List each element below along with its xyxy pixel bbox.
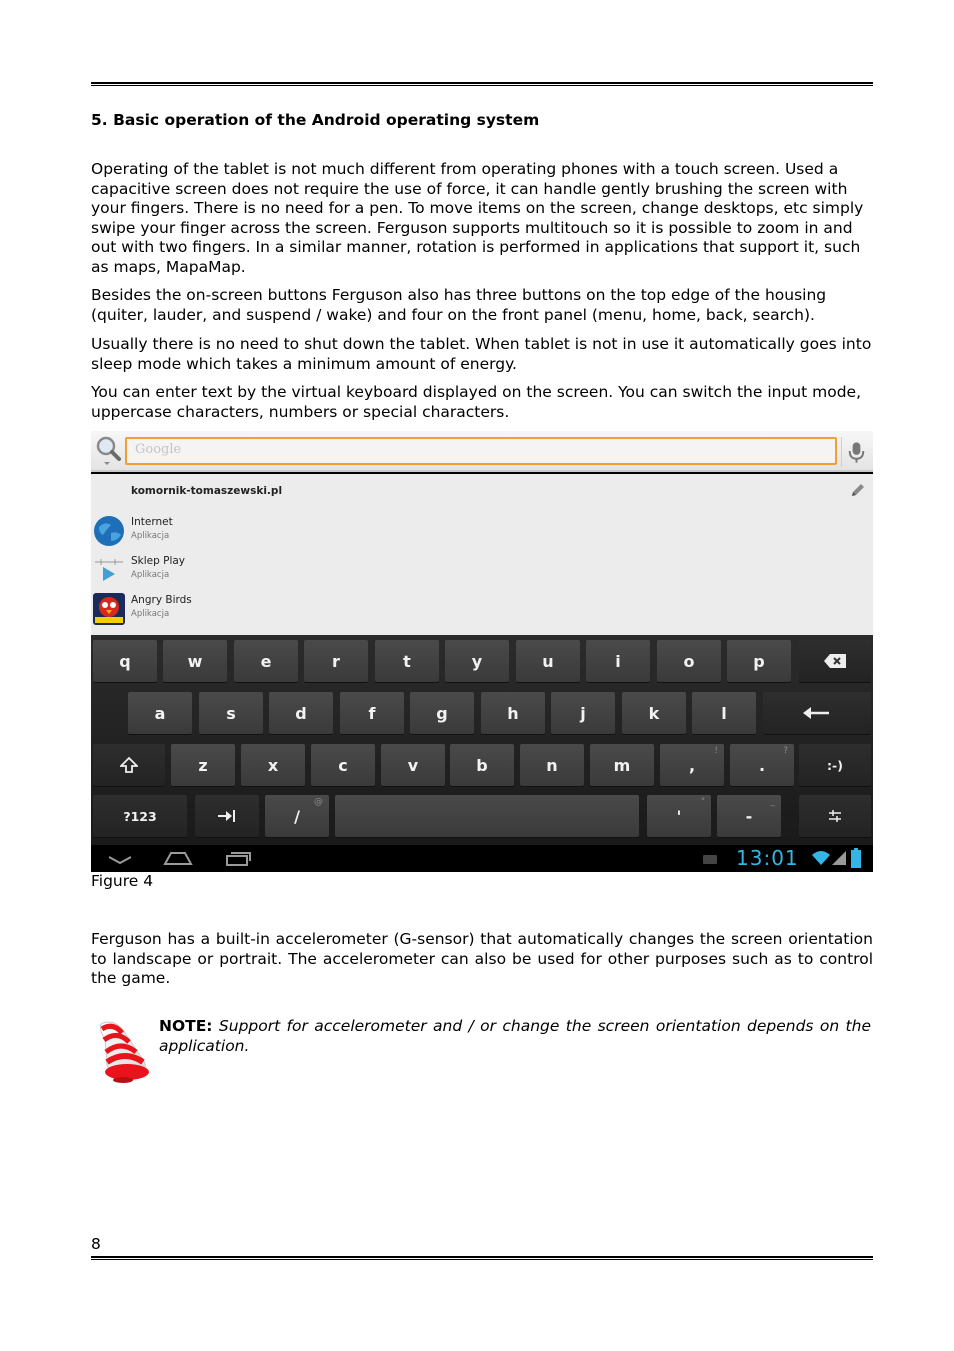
paragraph-3: Usually there is no need to shut down the tablet. When tablet is not in use it automatically goes into sleep mode which takes a minimum amount of energy. [91, 335, 872, 373]
wifi-icon [811, 849, 831, 867]
key-x[interactable]: x [241, 744, 305, 786]
shift-icon [120, 757, 138, 773]
key-p[interactable]: p [727, 640, 791, 682]
search-placeholder: Google [135, 442, 182, 457]
app-name: Internet [131, 516, 173, 528]
key-apostrophe[interactable] [647, 795, 711, 837]
key-i[interactable]: i [586, 640, 650, 682]
enter-icon [803, 706, 831, 720]
key-s[interactable]: s [199, 692, 263, 734]
key-label: - [745, 806, 753, 826]
tab-key[interactable] [195, 795, 259, 837]
key-c[interactable]: c [311, 744, 375, 786]
key-label: / [294, 806, 300, 826]
battery-icon [851, 848, 861, 868]
key-a[interactable]: a [128, 692, 192, 734]
key-t[interactable]: t [375, 640, 439, 682]
top-rule [91, 82, 873, 84]
backspace-key[interactable] [799, 640, 871, 682]
recent-apps-icon[interactable] [225, 850, 253, 866]
accelerometer-paragraph: Ferguson has a built-in accelerometer (G-sensor) that automatically changes the screen orientation to landscape or portrait. The accelerometer can also be used for other purposes such as to control the game. [91, 930, 873, 988]
back-icon[interactable] [107, 851, 133, 867]
key-label: , [688, 755, 696, 775]
key-g[interactable]: g [410, 692, 474, 734]
bottom-rule [91, 1256, 873, 1258]
app-name: Angry Birds [131, 594, 192, 606]
key-j[interactable]: j [551, 692, 615, 734]
backspace-icon [824, 654, 846, 668]
key-comma[interactable] [660, 744, 724, 786]
section-heading: 5. Basic operation of the Android operating system [91, 111, 540, 129]
home-icon[interactable] [163, 850, 193, 866]
play-store-icon [93, 554, 125, 586]
virtual-keyboard [91, 635, 873, 845]
note-body: Support for accelerometer and / or change the screen orientation depends on the application. [159, 1017, 871, 1055]
key-slash[interactable] [265, 795, 329, 837]
key-label: . [758, 755, 766, 775]
system-navbar [91, 845, 873, 872]
globe-icon [93, 515, 125, 547]
page-number: 8 [91, 1235, 101, 1253]
settings-key[interactable] [799, 795, 871, 837]
key-o[interactable]: o [657, 640, 721, 682]
key-l[interactable]: l [692, 692, 756, 734]
search-suggestions [91, 474, 873, 635]
bell-icon [93, 1016, 155, 1084]
key-hint: _ [770, 797, 775, 807]
paragraph-4: You can enter text by the virtual keyboard displayed on the screen. You can switch the input mode, uppercase characters, numbers or special characters. [91, 383, 861, 421]
symbols-key[interactable]: ?123 [93, 795, 187, 837]
suggestion-angry-birds[interactable] [91, 591, 391, 627]
search-icon[interactable] [95, 435, 121, 465]
space-key[interactable] [335, 795, 639, 837]
key-u[interactable]: u [516, 640, 580, 682]
paragraph-1: Operating of the tablet is not much different from operating phones with a touch screen. Used a capacitive screen does not require the use of force, it can handle gently brushing the screen with your fingers. There is no need for a pen. To move items on the screen, change desktops, etc simply swipe your finger across the screen. Ferguson supports multitouch so it is possible to zoom in and out with two fingers. In a similar manner, rotation is performed in applications that support it, such as maps, MapaMap. [91, 160, 864, 276]
key-e[interactable]: e [234, 640, 298, 682]
suggestion-internet[interactable] [91, 513, 391, 549]
app-type: Aplikacja [131, 531, 170, 541]
key-f[interactable]: f [340, 692, 404, 734]
signal-icon [831, 850, 847, 866]
key-q[interactable]: q [93, 640, 157, 682]
status-clock: 13:01 [736, 846, 799, 870]
key-r[interactable]: r [304, 640, 368, 682]
note-text [159, 1017, 871, 1056]
sliders-icon [828, 809, 842, 823]
key-k[interactable]: k [622, 692, 686, 734]
key-z[interactable]: z [171, 744, 235, 786]
paragraph-2: Besides the on-screen buttons Ferguson also has three buttons on the top edge of the housing (quiter, lauder, and suspend / wake) and four on the front panel (menu, home, back, search). [91, 286, 827, 324]
key-h[interactable]: h [481, 692, 545, 734]
key-period[interactable] [730, 744, 794, 786]
key-b[interactable]: b [450, 744, 514, 786]
key-label: ' [676, 806, 682, 826]
pencil-icon[interactable] [849, 483, 865, 499]
key-hint: " [700, 797, 705, 807]
key-hint: @ [314, 797, 323, 807]
key-hint: ? [783, 746, 788, 756]
microphone-icon[interactable] [841, 437, 871, 467]
note-label: NOTE: [159, 1017, 213, 1035]
key-n[interactable]: n [520, 744, 584, 786]
search-bar [91, 431, 873, 472]
keyboard-indicator-icon [703, 855, 717, 864]
suggestion-site[interactable]: komornik-tomaszewski.pl [131, 485, 283, 497]
key-hint: ! [714, 746, 718, 756]
app-type: Aplikacja [131, 609, 170, 619]
suggestion-sklep-play[interactable] [91, 552, 391, 588]
key-w[interactable]: w [163, 640, 227, 682]
shift-key[interactable] [93, 744, 165, 786]
figure-caption: Figure 4 [91, 872, 154, 890]
android-screenshot [91, 431, 873, 872]
app-name: Sklep Play [131, 555, 186, 567]
enter-key[interactable] [763, 692, 871, 734]
search-input[interactable] [125, 437, 837, 465]
key-v[interactable]: v [381, 744, 445, 786]
key-m[interactable]: m [590, 744, 654, 786]
angry-birds-icon [93, 593, 125, 625]
key-d[interactable]: d [269, 692, 333, 734]
smiley-key[interactable]: :-) [799, 744, 871, 786]
key-dash[interactable] [717, 795, 781, 837]
key-y[interactable]: y [445, 640, 509, 682]
tab-icon [218, 810, 236, 822]
app-type: Aplikacja [131, 570, 170, 580]
